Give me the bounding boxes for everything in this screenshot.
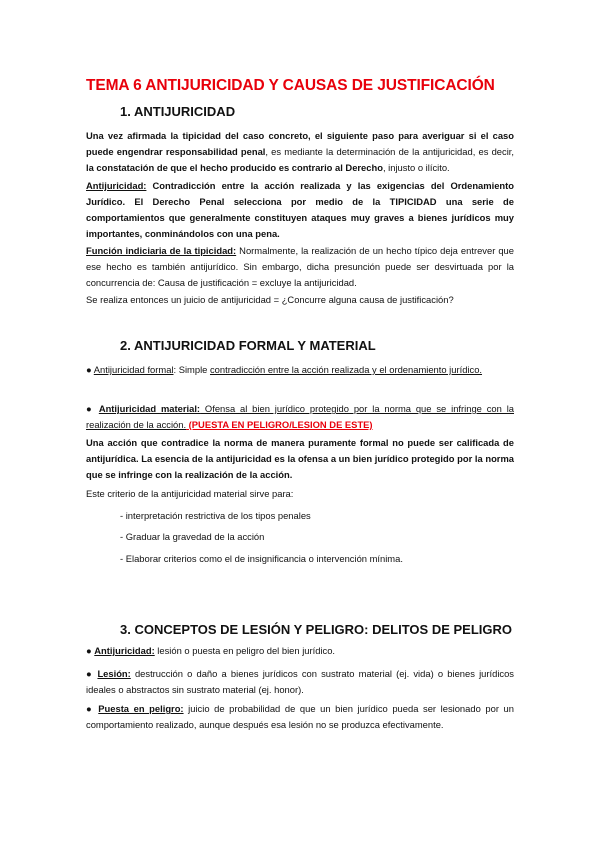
s3-bullet-2	[86, 666, 514, 698]
s3-b2-term: Lesión:	[97, 668, 131, 679]
s1-paragraph-3	[86, 243, 514, 291]
s2-b2-red: (PUESTA EN PELIGRO/LESION DE ESTE)	[186, 419, 373, 430]
bullet-icon: ●	[86, 703, 94, 714]
s1-p3-term: Función indiciaria de la tipicidad:	[86, 245, 237, 256]
section-1-heading: 1. ANTIJURICIDAD	[120, 104, 236, 119]
s3-b1-term: Antijuricidad:	[94, 645, 155, 656]
s2-bullet-1	[86, 362, 514, 378]
s2-list-item-1: - interpretación restrictiva de los tipos penales	[120, 510, 311, 521]
s2-b1-term: Antijuricidad formal	[93, 364, 174, 375]
s1-paragraph-2	[86, 178, 514, 242]
s1-paragraph-1	[86, 128, 514, 176]
s2-list-item-2: - Graduar la gravedad de la acción	[120, 531, 265, 542]
s2-paragraph-2: Este criterio de la antijuricidad material sirve para:	[86, 488, 294, 499]
bullet-icon: ●	[86, 403, 94, 414]
s1-p1-bold: Una vez afirmada la tipicidad del caso concreto, el siguiente paso para averiguar si el caso puede engendrar responsabilidad penal	[86, 130, 514, 157]
s2-paragraph-1: Una acción que contradice la norma de manera puramente formal no puede ser calificada de antijurídica. La esencia de la antijuricidad es la ofensa a un bien jurídico protegido por la norma que se infringe con la realización de la acción.	[86, 437, 514, 480]
s2-list-item-3: - Elaborar criterios como el de insignificancia o intervención mínima.	[120, 553, 403, 564]
s1-p1-end: , injusto o ilícito.	[382, 162, 450, 173]
s3-b3-text: juicio de probabilidad de que un bien jurídico pueda ser lesionado por un comportamiento realizado, aunque después esa lesión no se produzca efectivamente.	[86, 703, 514, 730]
section-3-heading: 3. CONCEPTOS DE LESIÓN Y PELIGRO: DELITOS DE PELIGRO	[120, 622, 512, 637]
page-title: TEMA 6 ANTIJURICIDAD Y CAUSAS DE JUSTIFICACIÓN	[86, 77, 495, 94]
bullet-icon: ●	[86, 668, 94, 679]
s2-b1-text: contradicción entre la acción realizada y el ordenamiento jurídico.	[209, 364, 483, 375]
s3-bullet-1	[86, 643, 514, 659]
s2-b2-text: Ofensa al bien jurídico protegido por la norma que se infringe con la realización de la acción.	[86, 403, 515, 430]
s1-p2-text: Contradicción entre la acción realizada y las exigencias del Ordenamiento Jurídico. El Derecho Penal selecciona por medio de la TIPICIDAD una serie de comportamientos que generalmente constituyen ataques muy graves a bienes jurídicos muy importantes, conminándolos con una pena.	[86, 180, 514, 239]
s3-b3-term: Puesta en peligro:	[98, 703, 184, 714]
s1-p2-term: Antijuricidad:	[86, 180, 147, 191]
s1-p3-text: Normalmente, la realización de un hecho típico deja entrever que ese hecho es también antijurídico. Sin embargo, dicha presunción puede ser desvirtuada por la concurrencia de: Causa de justificación = excluye la antijuricidad.	[86, 245, 514, 288]
s3-b2-text: destrucción o daño a bienes jurídicos con sustrato material (ej. vida) o bienes jurídicos ideales o abstractos sin sustrato material (ej. honor).	[86, 668, 514, 695]
s1-paragraph-4: Se realiza entonces un juicio de antijuricidad = ¿Concurre alguna causa de justificación?	[86, 294, 454, 305]
section-2-heading: 2. ANTIJURICIDAD FORMAL Y MATERIAL	[120, 338, 376, 353]
s3-b1-text: lesión o puesta en peligro del bien jurídico.	[154, 645, 336, 656]
s3-bullet-3	[86, 701, 514, 733]
s2-bullet-2	[86, 401, 514, 433]
s1-p1-rest: , es mediante la determinación de la antijuricidad, es decir,	[265, 146, 514, 157]
bullet-icon: ●	[86, 364, 92, 375]
s1-p1-bold2: la constatación de que el hecho producido es contrario al Derecho	[86, 162, 383, 173]
bullet-icon: ●	[86, 645, 92, 656]
s2-b2-term: Antijuricidad material:	[98, 403, 201, 414]
s2-b1-colon: : Simple	[173, 364, 210, 375]
